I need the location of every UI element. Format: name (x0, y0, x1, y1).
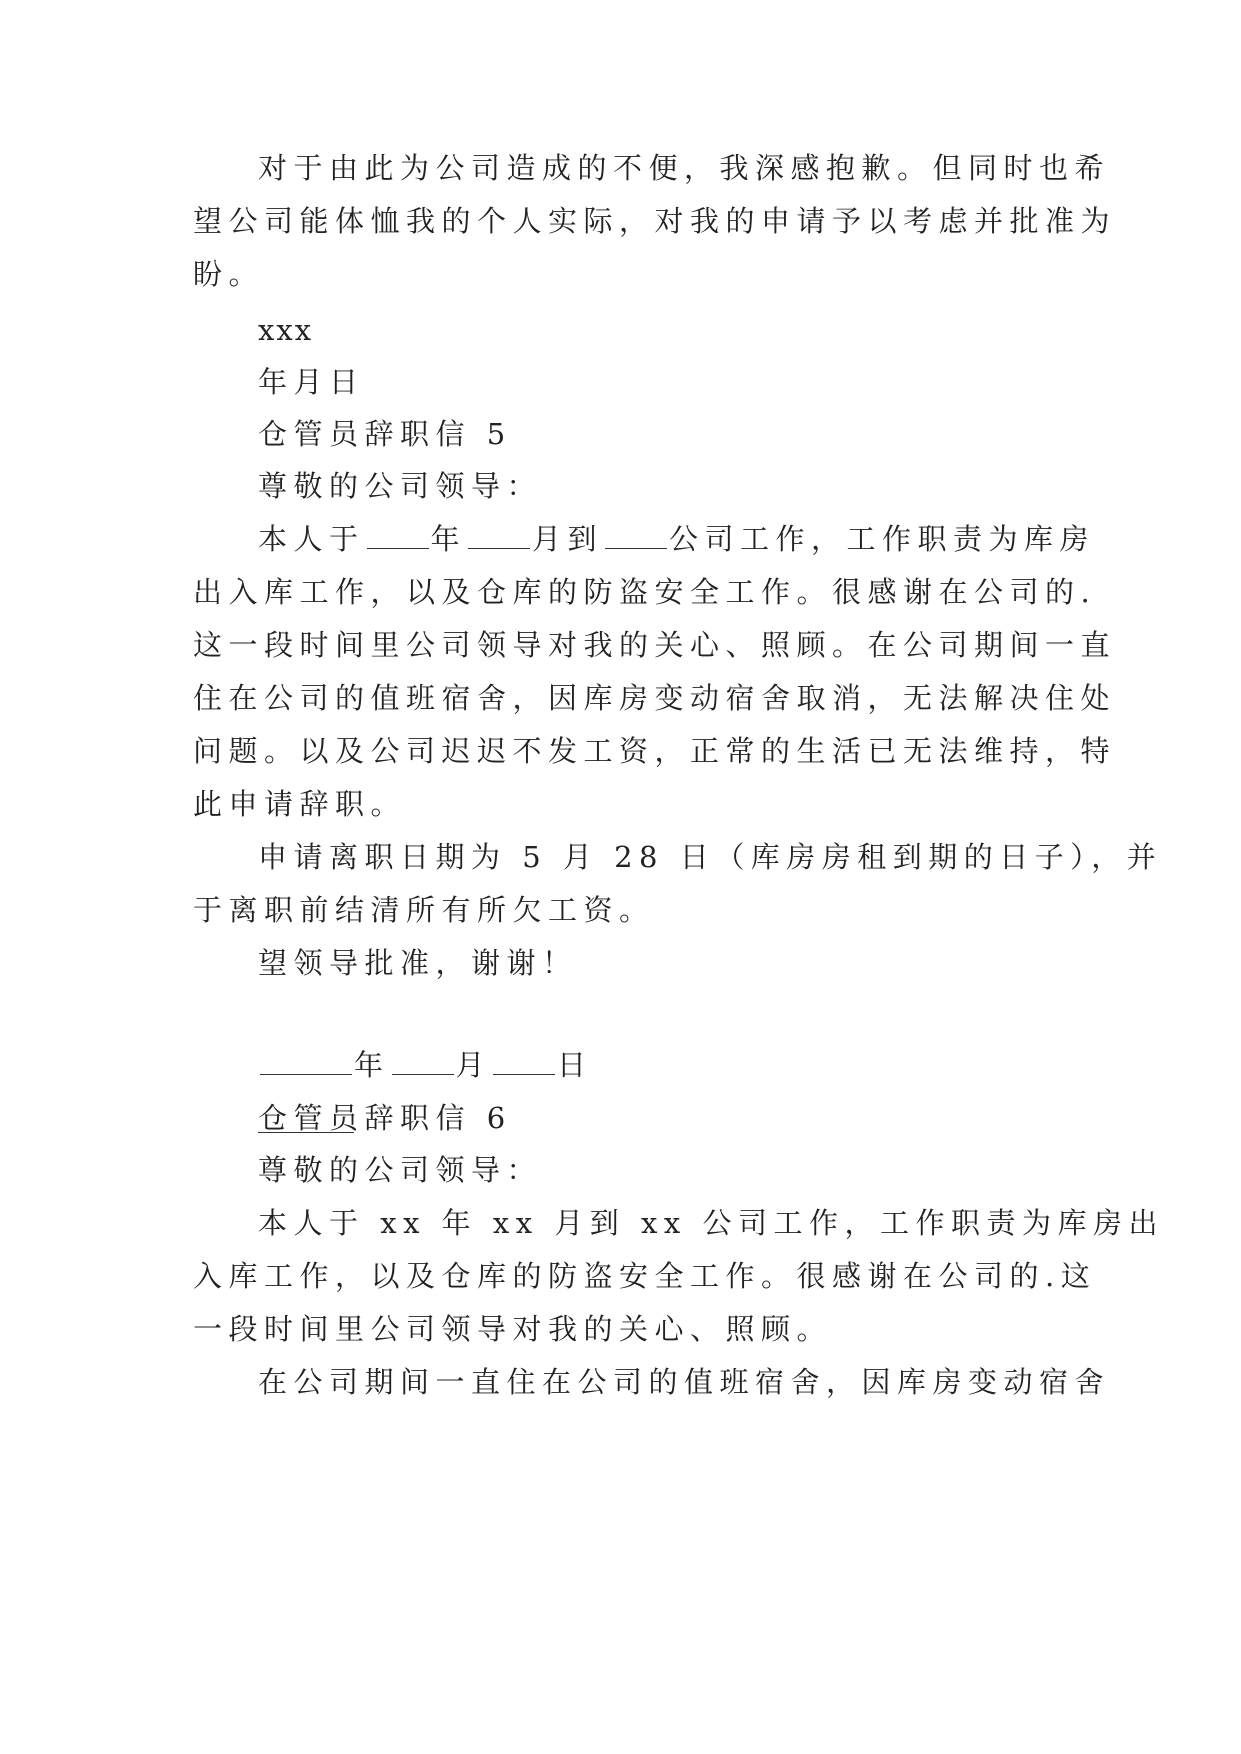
para-line: 入库工作，以及仓库的防盗安全工作。很感谢在公司的.这 (193, 1259, 1097, 1293)
fill-in-blank (605, 522, 667, 549)
text-run: 年 (430, 522, 467, 556)
para-line: 盼。 (193, 257, 265, 291)
text-run: 年 (354, 1048, 390, 1082)
para-line: 此申请辞职。 (193, 787, 407, 821)
fill-in-blank (493, 1048, 555, 1075)
fill-in-blank (260, 1048, 352, 1075)
letter-title: 仓管员辞职信 6 (258, 1101, 512, 1135)
fill-in-blank (367, 522, 429, 549)
para-line: 申请离职日期为 5 月 28 日（库房房租到期的日子），并 (258, 840, 1163, 874)
para-line: 在公司期间一直住在公司的值班宿舍，因库房变动宿舍 (258, 1365, 1111, 1399)
para-line: 望公司能体恤我的个人实际，对我的申请予以考虑并批准为 (193, 204, 1117, 238)
signature-name: xxx (258, 313, 314, 347)
para-line: 于离职前结清所有所欠工资。 (193, 893, 655, 927)
fill-in-blank (468, 522, 530, 549)
date-line (258, 1045, 593, 1085)
text-run: 公司工作，工作职责为库房 (669, 522, 1096, 556)
para-line: 这一段时间里公司领导对我的关心、照顾。在公司期间一直 (193, 628, 1117, 662)
para-line (258, 519, 1095, 559)
para-line: 本人于 xx 年 xx 月到 xx 公司工作，工作职责为库房出 (258, 1206, 1164, 1240)
para-line: 出入库工作，以及仓库的防盗安全工作。很感谢在公司的. (193, 575, 1097, 609)
text-run: 月到 (532, 522, 604, 556)
date-line: 年月日 (258, 365, 365, 399)
para-line: 问题。以及公司迟迟不发工资，正常的生活已无法维持，特 (193, 734, 1117, 768)
text-run: 月 (455, 1048, 492, 1082)
salutation: 尊敬的公司领导： (258, 469, 543, 503)
closing-line: 望领导批准，谢谢！ (258, 946, 578, 980)
text-run: 日 (557, 1048, 593, 1082)
letter-title: 仓管员辞职信 5 (258, 417, 512, 451)
para-line: 一段时间里公司领导对我的关心、照顾。 (193, 1312, 833, 1346)
fill-in-blank (392, 1048, 454, 1075)
text-run: 本人于 (258, 522, 365, 556)
salutation: 尊敬的公司领导： (258, 1153, 543, 1187)
para-line: 住在公司的值班宿舍，因库房变动宿舍取消，无法解决住处 (193, 681, 1117, 715)
para-line: 对于由此为公司造成的不便，我深感抱歉。但同时也希 (258, 151, 1111, 185)
